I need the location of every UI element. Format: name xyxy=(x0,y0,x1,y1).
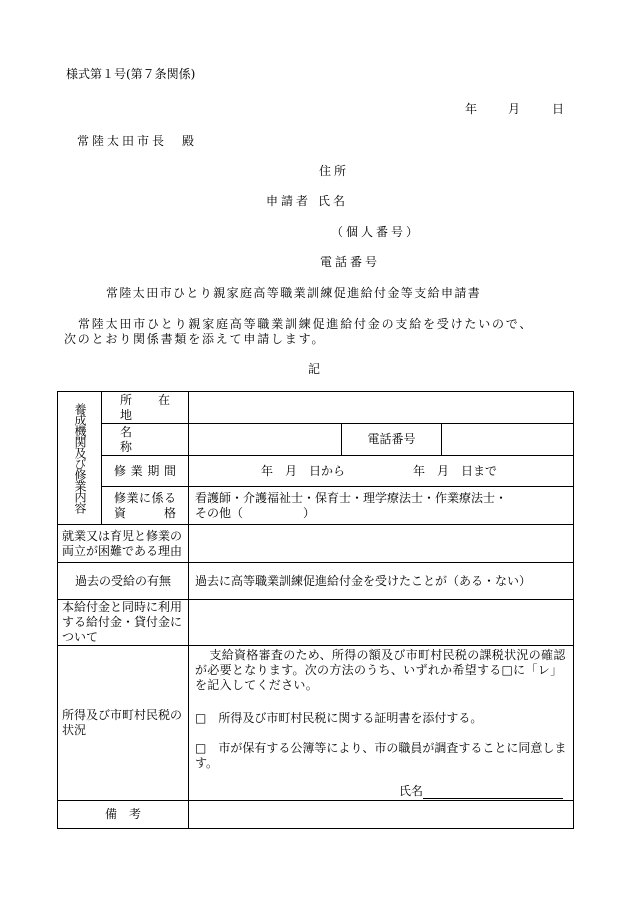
applicant-label: 申請者 xyxy=(266,194,312,208)
reason-field[interactable] xyxy=(189,525,574,563)
remarks-field[interactable] xyxy=(189,801,574,829)
individual-number-label: （個人番号） xyxy=(331,225,422,239)
concurrent-benefits-label: 本給付金と同時に利用する給付金・貸付金について xyxy=(58,600,189,646)
addressee: 常陸太田市長 殿 xyxy=(77,134,198,148)
qualification-label-line-1: 修業に係る xyxy=(114,490,176,505)
signature-field[interactable] xyxy=(423,786,563,799)
intro-line-1: 常陸太田市ひとり親家庭高等職業訓練促進給付金の支給を受けたいので、 xyxy=(78,317,534,331)
address-label: 住所 xyxy=(319,164,350,178)
application-table xyxy=(57,391,574,829)
ki-heading: 記 xyxy=(308,362,321,376)
signature-row xyxy=(195,784,567,799)
qualification-options-line-1: 看護師・介護福祉士・保育士・理学療法士・作業療法士・ xyxy=(195,490,508,505)
facility-name-label: 名 称 xyxy=(102,424,189,456)
location-field[interactable] xyxy=(189,392,574,424)
date-year-label: 年 xyxy=(465,102,478,116)
remarks-label: 備 考 xyxy=(58,801,189,829)
past-receipt-value[interactable]: 過去に高等職業訓練促進給付金を受けたことが（ある・ない） xyxy=(189,563,574,600)
name-label: 氏名 xyxy=(318,194,349,208)
document-title: 常陸太田市ひとり親家庭高等職業訓練促進給付金等支給申請書 xyxy=(106,286,482,300)
facility-name-field[interactable] xyxy=(189,424,342,456)
facility-phone-label: 電話番号 xyxy=(342,424,442,456)
period-from: 年 月 日から xyxy=(260,463,345,478)
past-receipt-label: 過去の受給の有無 xyxy=(58,563,189,600)
qualification-label-line-2: 資 格 xyxy=(114,505,176,520)
qualification-options-line-2: その他（ ） xyxy=(195,505,316,520)
group-label-cell: 養成機関及び修業内容 xyxy=(58,392,102,525)
income-instructions: 支給資格審査のため、所得の額及び市町村民税の課税状況の確認が必要となります。次の方法のうち、いずれか希望する□に「レ」を記入してください。 xyxy=(195,648,566,692)
option-certificate[interactable]: □ 所得及び市町村民税に関する証明書を添付する。 xyxy=(195,711,483,725)
date-month-label: 月 xyxy=(508,102,521,116)
period-field[interactable] xyxy=(189,456,574,487)
option-consent[interactable]: □ 市が保有する公簿等により、市の職員が調査することに同意します。 xyxy=(195,741,567,770)
form-number: 様式第１号(第７条関係) xyxy=(66,67,196,81)
period-to: 年 月 日まで xyxy=(412,463,497,478)
location-label: 所 在 地 xyxy=(102,392,189,424)
intro-line-2: 次のとおり関係書類を添えて申請します。 xyxy=(64,332,326,346)
reason-label: 就業又は育児と修業の両立が困難である理由 xyxy=(58,525,189,563)
concurrent-benefits-field[interactable] xyxy=(189,600,574,646)
income-status-cell xyxy=(189,646,574,801)
facility-phone-field[interactable] xyxy=(442,424,574,456)
date-day-label: 日 xyxy=(552,102,565,116)
phone-number-label: 電話番号 xyxy=(320,255,381,269)
period-label: 修業期間 xyxy=(102,456,189,487)
signature-label: 氏名 xyxy=(399,784,424,798)
income-status-label: 所得及び市町村民税の状況 xyxy=(58,646,189,801)
qualification-field[interactable] xyxy=(189,487,574,525)
qualification-label xyxy=(102,487,189,525)
